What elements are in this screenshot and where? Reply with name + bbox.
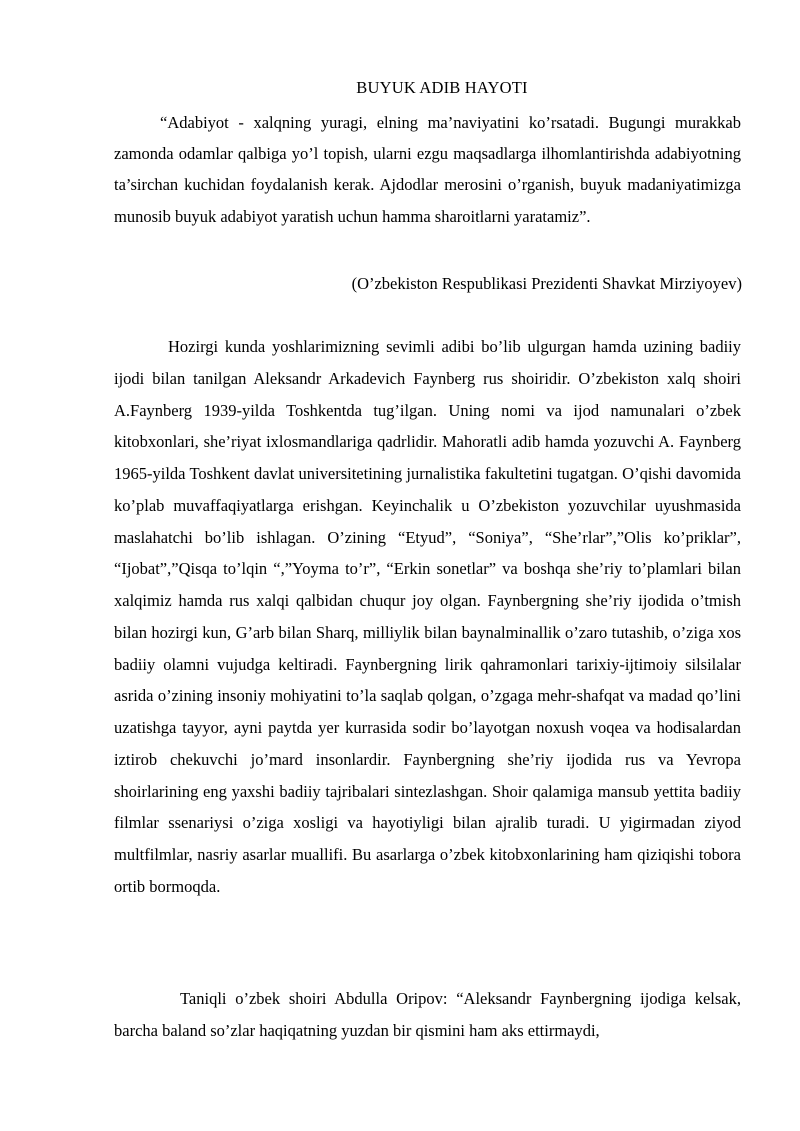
epigraph-quote: “Adabiyot - xalqning yuragi, elning ma’naviyatini ko’rsatadi. Bugungi murakkab zamonda odamlar qalbiga yo’l topish, ularni ezgu maqsadlarga ilhomlantirishda adabiyotning ta’sirchan kuchidan foydalanish kerak. Ajdodlar merosini o’rganish, buyuk madaniyatimizga munosib buyuk adabiyot yaratish uchun hamma sharoitlarni yaratamiz”. xyxy=(114,113,741,226)
document-title: BUYUK ADIB HAYOTI xyxy=(356,78,528,97)
epigraph-attribution: (O’zbekiston Respublikasi Prezidenti Shavkat Mirziyoyev) xyxy=(351,274,742,293)
body-paragraph: Hozirgi kunda yoshlarimizning sevimli adibi bo’lib ulgurgan hamda uzining badiiy ijodi bilan tanilgan Aleksandr Arkadevich Faynberg rus shoiridir. O’zbekiston xalq shoiri A.Faynberg 1939-yilda Toshkentda tug’ilgan. Uning nomi va ijod namunalari o’zbek kitobxonlari, she’riyat ixlosmandlariga qadrlidir. Mahoratli adib hamda yozuvchi A. Faynberg 1965-yilda Toshkent davlat universitetining jurnalistika fakultetini tugatgan. O’qishi davomida ko’plab muvaffaqiyatlarga erishgan. Keyinchalik u O’zbekiston yozuvchilar uyushmasida maslahatchi bo’lib ishlagan. O’zining “Etyud”, “Soniya”, “She’rlar”,”Olis ko’priklar”, “Ijobat”,”Qisqa to’lqin “,”Yoyma to’r”, “Erkin sonetlar” va boshqa she’riy to’plamlari bilan xalqimiz hamda rus xalqi qalbidan chuqur joy olgan. Faynbergning she’riy ijodida o’tmish bilan hozirgi kun, G’arb bilan Sharq, milliylik bilan baynalminallik o’zaro tutashib, o’ziga xos badiiy olamni vujudga keltiradi. Faynbergning lirik qahramonlari tarixiy-ijtimoiy silsilalar asrida o’zining insoniy mohiyatini to’la saqlab qolgan, o’zgaga mehr-shafqat va madad qo’lini uzatishga tayyor, ayni paytda yer kurrasida sodir bo’layotgan noxush voqea va hodisalardan iztirob chekuvchi jo’mard insonlardir. Faynbergning she’riy ijodida rus va Yevropa shoirlarining eng yaxshi badiiy tajribalari sintezlashgan. Shoir qalamiga mansub yettita badiiy filmlar ssenariysi o’ziga xosligi va hayotiyligi bilan ajralib turadi. U yigirmadan ziyod multfilmlar, nasriy asarlar muallifi. Bu asarlarga o’zbek kitobxonlarining ham qiziqishi tobora ortib bormoqda. xyxy=(114,337,741,896)
body-paragraph: Taniqli o’zbek shoiri Abdulla Oripov: “Aleksandr Faynbergning ijodiga kelsak, barcha baland so’zlar haqiqatning yuzdan bir qismini ham aks ettirmaydi, xyxy=(114,989,741,1040)
